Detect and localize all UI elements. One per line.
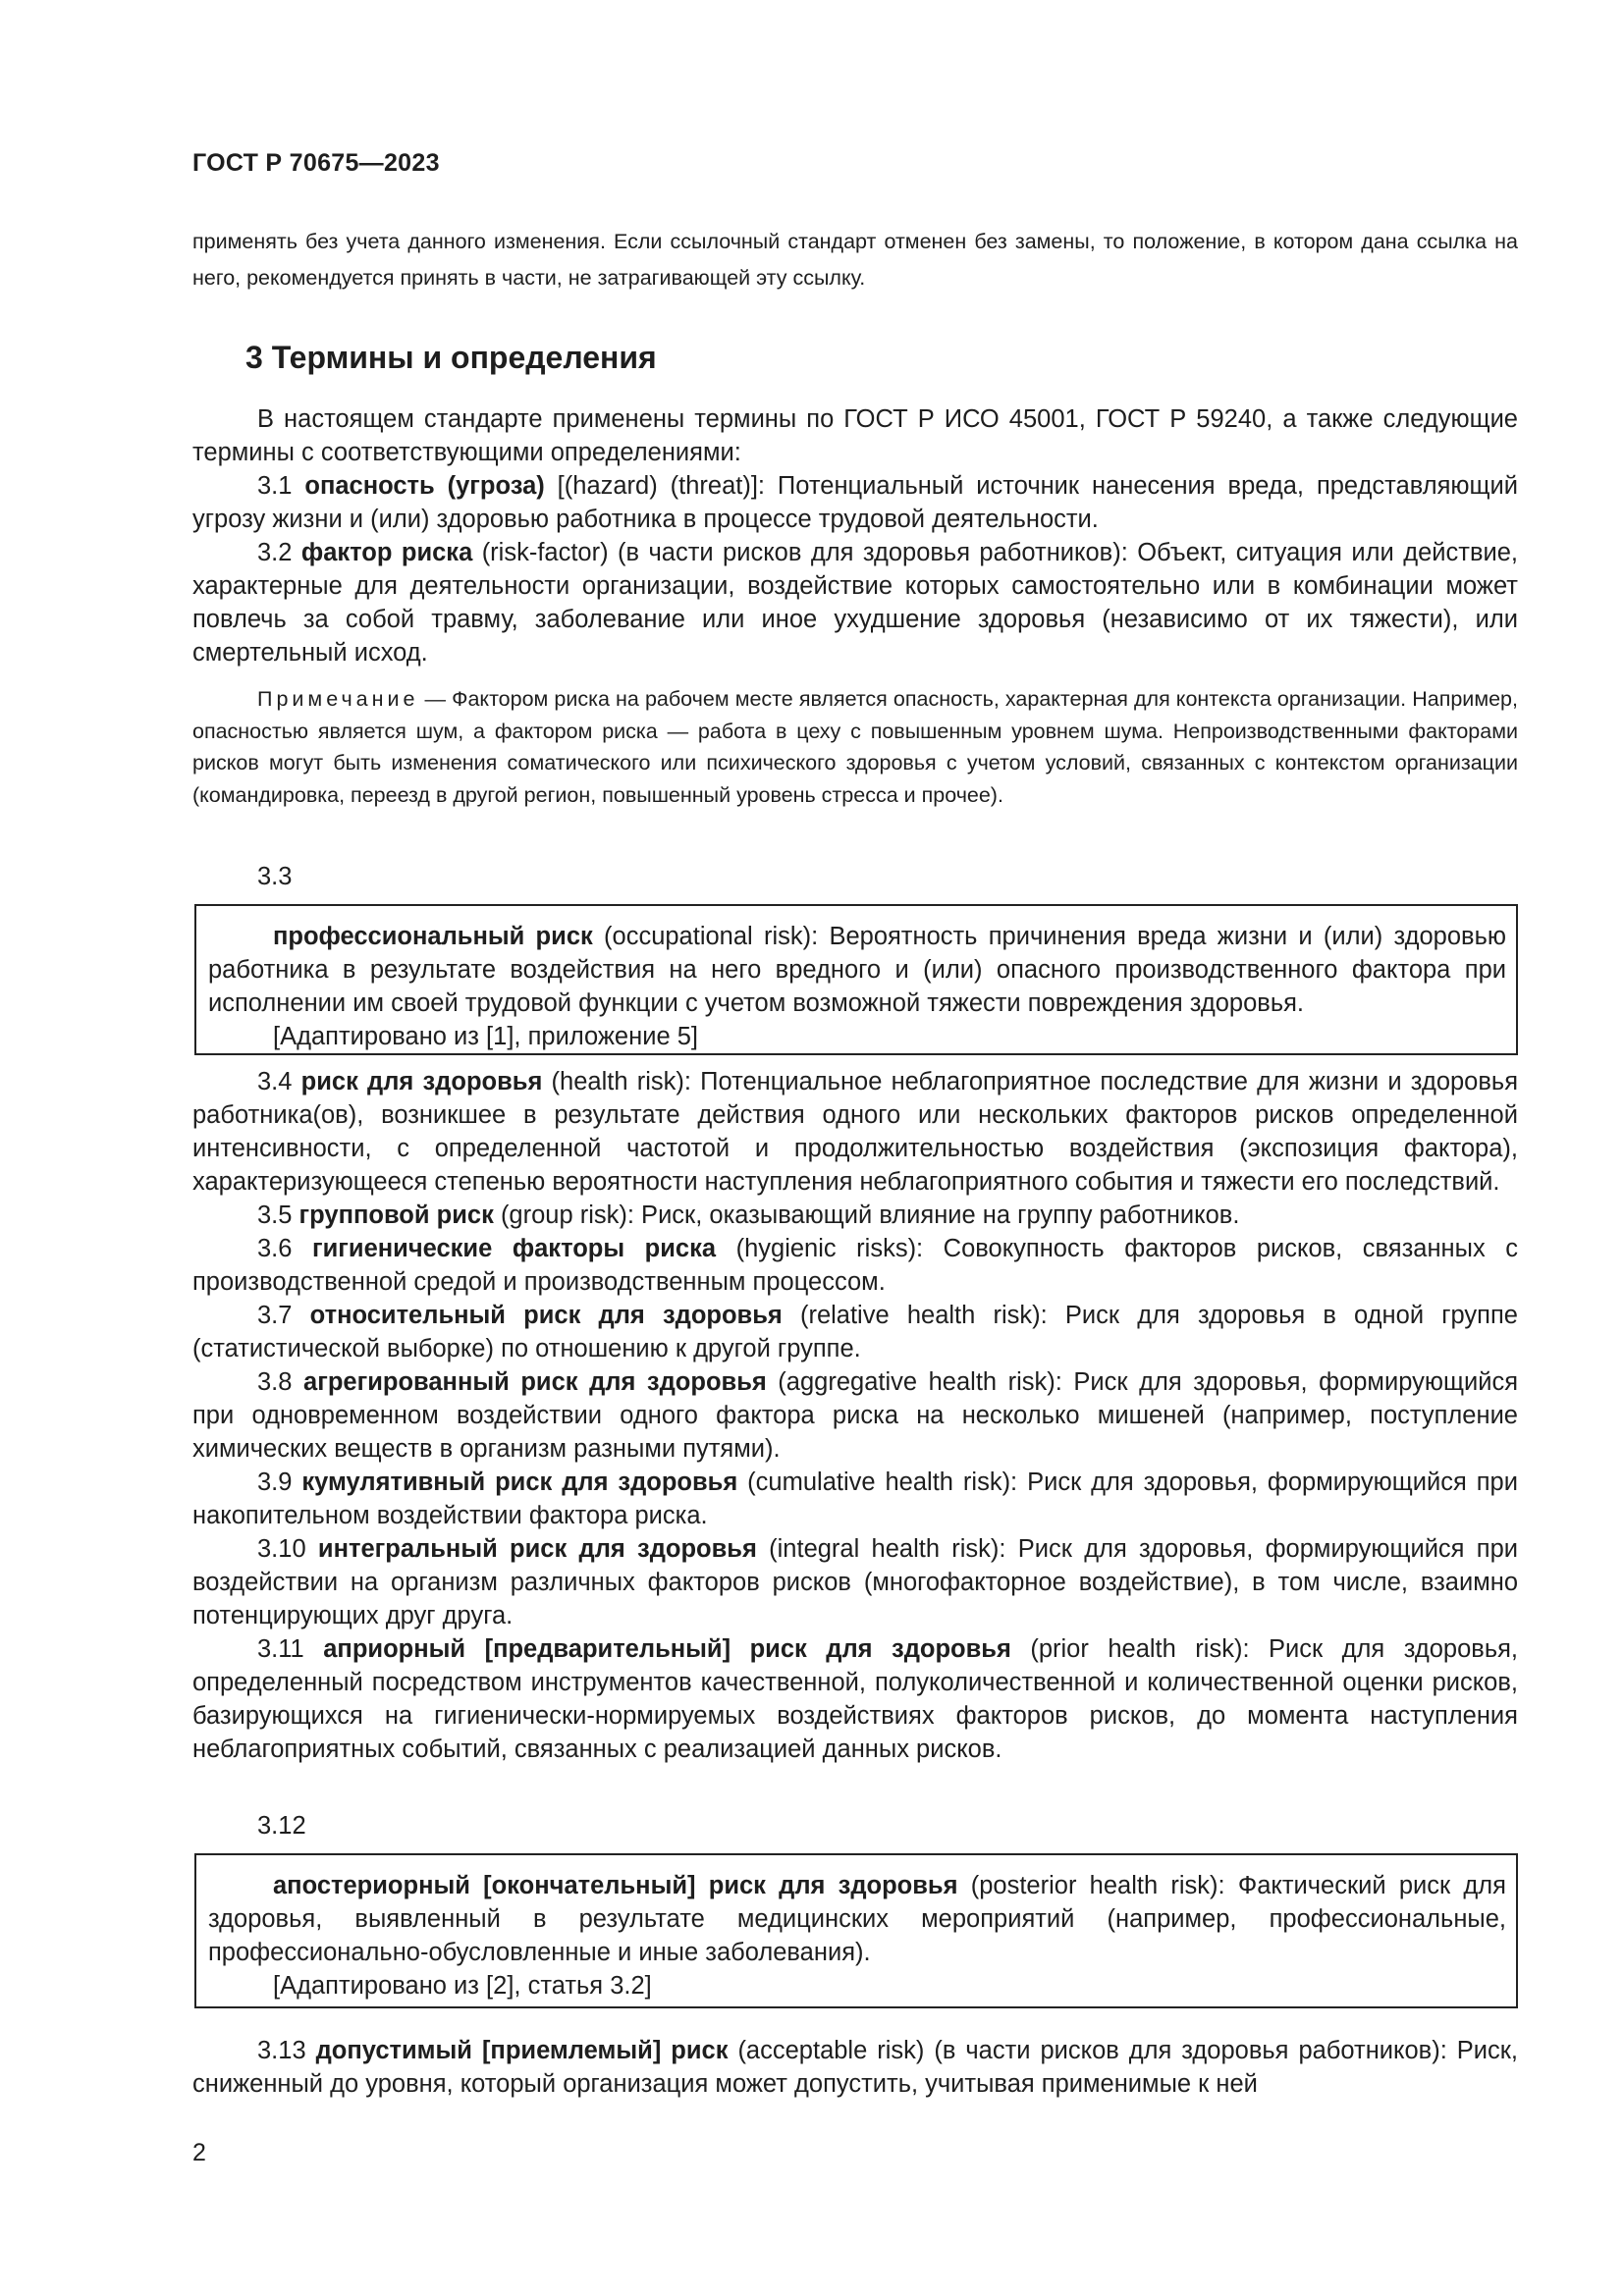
term-3-3-box [194, 904, 1518, 1055]
term-definition: (group risk): Риск, оказывающий влияние на группу работников. [493, 1201, 1240, 1229]
term-definition: (cumulative health risk): Риск для здоровья, формирующийся при накопительном воздействии фактора риска. [192, 1468, 1518, 1529]
term-3-5 [192, 1199, 1518, 1232]
term-3-12-number: 3.12 [257, 1812, 306, 1840]
terms-block-2 [192, 1065, 1518, 1766]
term-definition: (health risk): Потенциальное неблагоприятное последствие для жизни и здоровья работника(ов), возникшее в результате действия одного или нескольких факторов рисков определенной интенсивности, с определенной частотой и продолжительностью воздействия (экспозиция фактора), характеризующееся степенью вероятности наступления неблагоприятного события и тяжести его последствий. [192, 1068, 1519, 1196]
term-name: интегральный риск для здоровья [317, 1535, 757, 1563]
term-definition: (aggregative health risk): Риск для здоровья, формирующийся при одновременном воздействии одного фактора риска на несколько мишеней (например, поступление химических веществ в организм разными путями). [192, 1368, 1519, 1463]
section-title: 3 Термины и определения [245, 340, 657, 375]
term-name: фактор риска [300, 539, 473, 566]
term-number: 3.7 [257, 1302, 293, 1329]
term-3-12 [208, 1869, 1506, 1969]
term-number: 3.10 [257, 1535, 306, 1563]
term-definition: (acceptable risk) (в части рисков для здоровья работников): Риск, сниженный до уровня, который организация может допустить, учитывая применимые к ней [192, 2037, 1518, 2098]
note-paragraph [192, 683, 1518, 811]
term-name: апостериорный [окончательный] риск для здоровья [273, 1872, 958, 1899]
term-3-11 [192, 1632, 1518, 1766]
term-name: относительный риск для здоровья [309, 1302, 783, 1329]
term-3-9 [192, 1466, 1518, 1532]
terms-block-1 [192, 402, 1518, 669]
term-name: допустимый [приемлемый] риск [315, 2037, 729, 2064]
carryover-paragraph: применять без учета данного изменения. Если ссылочный стандарт отменен без замены, то положение, в котором дана ссылка на него, рекомендуется принять в части, не затрагивающей эту ссылку. [192, 230, 1518, 290]
term-3-1 [192, 469, 1518, 536]
terms-block-3 [192, 2034, 1518, 2101]
term-definition: (integral health risk): Риск для здоровья, формирующийся при воздействии на организм различных факторов рисков (многофакторное воздействие), в том числе, взаимно потенцирующих друг друга. [192, 1535, 1518, 1629]
term-name: гигиенические факторы риска [311, 1235, 717, 1262]
term-definition: [(hazard) (threat)]: Потенциальный источник нанесения вреда, представляющий угрозу жизни и (или) здоровью работника в процессе трудовой деятельности. [192, 472, 1518, 533]
term-name: групповой риск [298, 1201, 494, 1229]
term-number: 3.13 [257, 2037, 306, 2064]
term-name: априорный [предварительный] риск для здоровья [323, 1635, 1011, 1663]
term-3-10 [192, 1532, 1518, 1632]
term-name: опасность (угроза) [304, 472, 545, 500]
term-definition: (relative health risk): Риск для здоровья в одной группе (статистической выборке) по отношению к другой группе. [192, 1302, 1518, 1362]
note-text: — Фактором риска на рабочем месте является опасность, характерная для контекста организации. Например, опасностью является шум, а фактором риска — работа в цеху с повышенным уровнем шума. Непроизводственными факторами рисков могут быть изменения соматического или психического здоровья с учетом условий, связанных с контекстом организации (командировка, переезд в другой регион, повышенный уровень стресса и прочее). [192, 687, 1518, 807]
term-3-3 [208, 920, 1506, 1020]
intro-paragraph: В настоящем стандарте применены термины по ГОСТ Р ИСО 45001, ГОСТ Р 59240, а также следующие термины с соответствующими определениями: [192, 405, 1518, 466]
term-number: 3.11 [257, 1635, 304, 1663]
term-source: [Адаптировано из [2], статья 3.2] [273, 1972, 652, 2000]
term-number: 3.1 [257, 472, 293, 500]
term-number: 3.6 [257, 1235, 293, 1262]
page-number: 2 [192, 2139, 206, 2166]
term-3-2 [192, 536, 1518, 669]
term-definition: (risk-factor) (в части рисков для здоровья работников): Объект, ситуация или действие, характерные для деятельности организации, воздействие которых самостоятельно или в комбинации может повлечь за собой травму, заболевание или иное ухудшение здоровья (независимо от их тяжести), или смертельный исход. [192, 539, 1518, 667]
term-number: 3.9 [257, 1468, 293, 1496]
term-definition: (occupational risk): Вероятность причинения вреда жизни и (или) здоровью работника в результате воздействия на него вредного и (или) опасного производственного фактора при исполнении им своей трудовой функции с учетом возможной тяжести повреждения здоровья. [208, 923, 1506, 1017]
term-3-4 [192, 1065, 1518, 1199]
term-number: 3.2 [257, 539, 293, 566]
term-number: 3.5 [257, 1201, 293, 1229]
term-name: кумулятивный риск для здоровья [301, 1468, 738, 1496]
term-3-13 [192, 2034, 1518, 2101]
term-name: профессиональный риск [273, 923, 593, 950]
term-name: агрегированный риск для здоровья [303, 1368, 767, 1396]
note-label: Примечание [257, 687, 419, 711]
term-number: 3.4 [257, 1068, 293, 1095]
term-3-12-box [194, 1853, 1518, 2008]
term-definition: (prior health risk): Риск для здоровья, определенный посредством инструментов качественной, полуколичественной и количественной оценки рисков, базирующихся на гигиенически-нормируемых воздействиях факторов рисков, до момента наступления неблагоприятных событий, связанных с реализацией данных рисков. [192, 1635, 1518, 1763]
term-definition: (hygienic risks): Совокупность факторов рисков, связанных с производственной средой и производственным процессом. [192, 1235, 1518, 1296]
standard-code-header: ГОСТ Р 70675—2023 [192, 149, 440, 177]
term-number: 3.8 [257, 1368, 293, 1396]
term-name: риск для здоровья [300, 1068, 543, 1095]
term-3-3-number: 3.3 [257, 863, 293, 890]
term-3-8 [192, 1365, 1518, 1466]
term-3-7 [192, 1299, 1518, 1365]
term-definition: (posterior health risk): Фактический риск для здоровья, выявленный в результате медицинских мероприятий (например, профессиональные, профессионально-обусловленные и иные заболевания). [208, 1872, 1506, 1966]
term-source: [Адаптировано из [1], приложение 5] [273, 1023, 698, 1050]
term-3-6 [192, 1232, 1518, 1299]
